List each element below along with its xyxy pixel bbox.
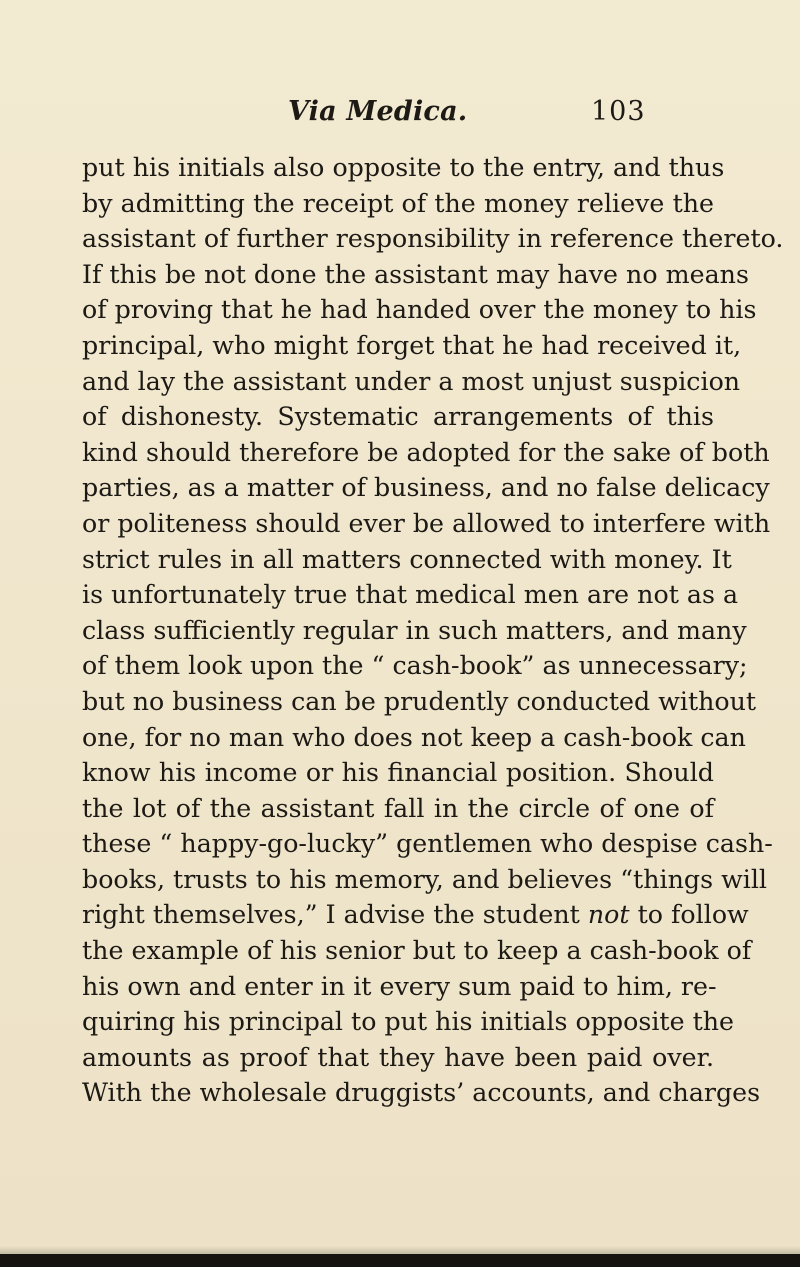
text-line: but no business can be prudently conducted without	[82, 686, 757, 716]
text-line: If this be not done the assistant may have no means	[82, 259, 749, 289]
emphasis-word: not	[587, 900, 630, 930]
text-line: of dishonesty. Systematic arrangements of this	[82, 402, 714, 432]
text-line: principal, who might forget that he had received it,	[82, 330, 742, 360]
text-line: his own and enter in it every sum paid to him, re-	[82, 971, 717, 1001]
page-bottom-edge	[0, 1254, 800, 1267]
text-line: or politeness should ever be allowed to interfere with	[82, 508, 771, 538]
page-number: 103	[591, 96, 646, 127]
text-line: assistant of further responsibility in reference thereto.	[82, 224, 784, 254]
text-line: parties, as a matter of business, and no false delicacy	[82, 473, 770, 503]
text-line: amounts as proof that they have been paid over.	[82, 1042, 714, 1072]
text-line: put his initials also opposite to the entry, and thus	[82, 153, 725, 182]
text-line: With the wholesale druggists’ accounts, and charges	[82, 1078, 761, 1108]
text-line: and lay the assistant under a most unjust suspicion	[82, 366, 741, 396]
text-line: these “ happy-go-lucky” gentlemen who despise cash-	[82, 829, 773, 859]
text-line-with-emphasis	[82, 897, 749, 933]
text-segment: right themselves,” I advise the student	[82, 900, 580, 930]
text-line: by admitting the receipt of the money relieve the	[82, 188, 714, 218]
text-line: strict rules in all matters connected with money. It	[82, 544, 732, 574]
text-line: kind should therefore be adopted for the sake of both	[82, 437, 770, 467]
text-line: is unfortunately true that medical men are not as a	[82, 580, 739, 610]
running-head	[288, 92, 708, 132]
text-line: books, trusts to his memory, and believes “things will	[82, 864, 768, 894]
text-line: the example of his senior but to keep a cash-book of	[82, 936, 752, 966]
text-line: of them look upon the “ cash-book” as unnecessary;	[82, 651, 748, 681]
text-line: one, for no man who does not keep a cash-book can	[82, 722, 746, 752]
text-line: know his income or his financial position. Should	[82, 758, 714, 788]
body-text	[82, 150, 784, 1111]
running-title: Via Medica.	[288, 96, 468, 127]
text-line: quiring his principal to put his initials opposite the	[82, 1007, 735, 1037]
text-line: class sufficiently regular in such matters, and many	[82, 615, 747, 645]
text-segment: to follow	[637, 900, 749, 930]
text-line: of proving that he had handed over the money to his	[82, 295, 757, 325]
text-line: the lot of the assistant fall in the circle of one of	[82, 793, 714, 823]
page-edge-shadow	[0, 1246, 800, 1254]
